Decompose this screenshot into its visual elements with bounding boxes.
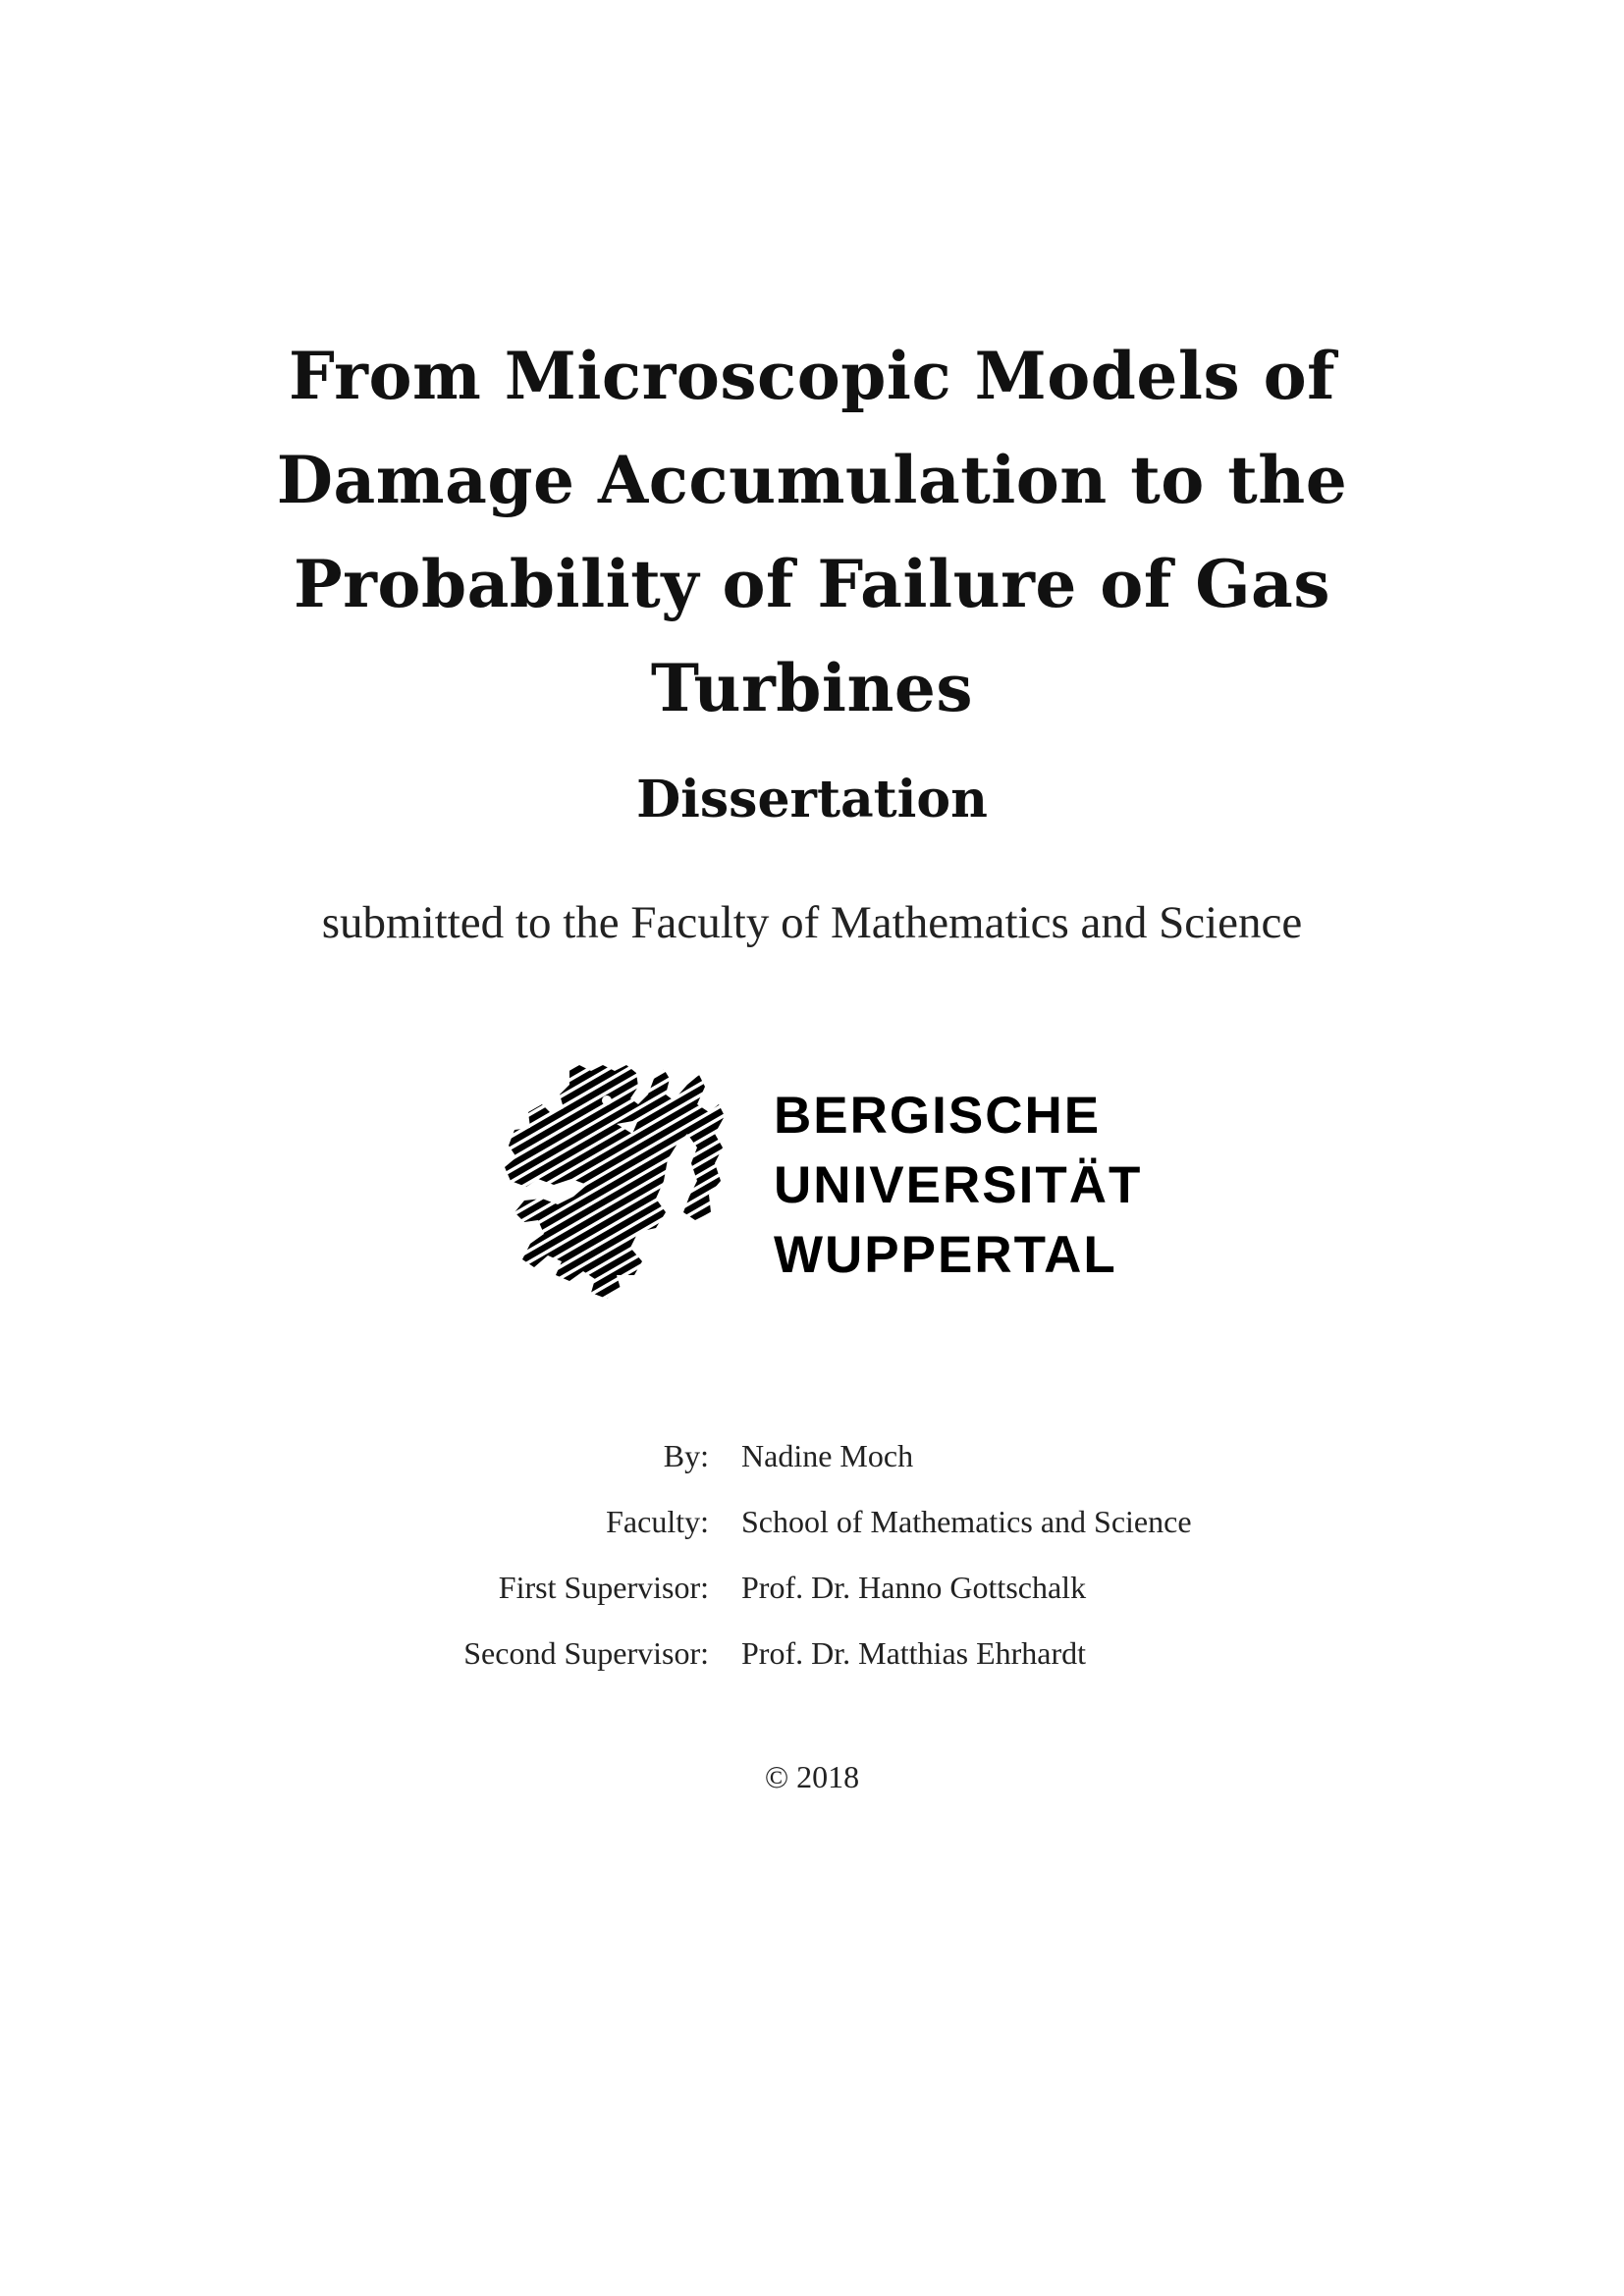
copyright-notice: © 2018 bbox=[764, 1759, 860, 1794]
detail-label: First Supervisor: bbox=[498, 1570, 709, 1605]
lion-emblem-icon bbox=[501, 1065, 727, 1301]
detail-value: Nadine Moch bbox=[741, 1438, 914, 1473]
detail-label: By: bbox=[663, 1438, 709, 1473]
title-line: Damage Accumulation to the bbox=[276, 442, 1348, 518]
submission-statement: submitted to the Faculty of Mathematics and Science bbox=[321, 897, 1303, 948]
document-title bbox=[0, 324, 1624, 740]
detail-value: Prof. Dr. Hanno Gottschalk bbox=[741, 1570, 1087, 1605]
university-logo bbox=[501, 1065, 1143, 1301]
title-line: Turbines bbox=[650, 650, 974, 726]
wordmark-line: BERGISCHE bbox=[774, 1087, 1102, 1145]
detail-row-faculty bbox=[0, 1504, 1624, 1570]
detail-row-second-supervisor bbox=[0, 1635, 1624, 1701]
detail-row-first-supervisor bbox=[0, 1570, 1624, 1635]
detail-row-author bbox=[0, 1438, 1624, 1504]
wordmark-line: UNIVERSITÄT bbox=[774, 1156, 1143, 1214]
detail-value: Prof. Dr. Matthias Ehrhardt bbox=[741, 1635, 1087, 1671]
document-type: Dissertation bbox=[636, 770, 988, 829]
thesis-details bbox=[0, 1438, 1624, 1701]
title-line: Probability of Failure of Gas bbox=[294, 546, 1330, 622]
detail-value: School of Mathematics and Science bbox=[741, 1504, 1192, 1539]
wordmark-line: WUPPERTAL bbox=[774, 1226, 1117, 1284]
university-wordmark bbox=[774, 1081, 1142, 1290]
detail-label: Second Supervisor: bbox=[463, 1635, 709, 1671]
detail-label: Faculty: bbox=[606, 1504, 709, 1539]
title-line: From Microscopic Models of bbox=[288, 338, 1335, 414]
